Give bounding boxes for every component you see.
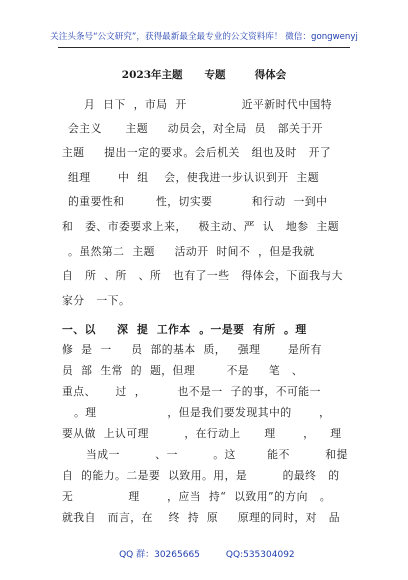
body-line: 员 部 生常 的 题，但理 不是 笔 、 [62, 364, 304, 377]
footer-qq-group: QQ 群：30265665 [119, 550, 200, 560]
body-line: 。理 ，但是我们要发现其中的 ， [74, 406, 331, 419]
body-line: 自 所 、所 、所 也有了一些 得体会，下面我与大 [62, 269, 343, 282]
body-line: 的重要性和 性，切实要 和行动 一到中 [68, 195, 328, 208]
body-line: 。虽然第二 主题 活动开 时间不 ，但是我就 [68, 245, 315, 258]
body-line: 会主义 主题 动员会，对全局 员 部关于开 [68, 122, 323, 135]
body-line: 家分 一下。 [62, 294, 131, 307]
body-line: 组理 中 组 会，使我进一步认识到开 主题 [68, 171, 320, 184]
document-title: 2023年主题 专题 得体会 [121, 69, 287, 81]
section-heading: 一、以 深 提 工作本 。一是要 有所 。理 [62, 323, 307, 336]
body-line: 主题 提出一定的要求。会后机关 组也及时 开了 [62, 146, 332, 159]
header-banner: 关注头条号“公文研究”，获得最新最全最专业的公文资料库！ 微信：gongwenyj [50, 32, 358, 42]
body-line: 和 委、市委要求上来， 极主动、严 认 地参 主题 [62, 220, 340, 233]
body-line: 无 理 ，应当 持“ 以致用”的方向 。 [62, 490, 331, 503]
body-line: 修 是 一 员 部的基本 质， 强理 是所有 [62, 343, 322, 356]
body-line: 月 日下 ，市局 开 近平新时代中国特 [84, 98, 333, 111]
body-line: 要从做 上认可理 ，在行动上 理 ， 理 [62, 427, 342, 440]
body-line: 就我自 而言，在 终 持 原 原理的同时，对 品 [62, 511, 341, 524]
body-line: 当成一 、一 。这 能不 和提 [86, 448, 348, 461]
footer-qq: QQ:535304092 [225, 550, 295, 560]
footer-contact [0, 537, 408, 560]
body-line: 重点、 过 ， 也不是一 子的事，不可能一 [62, 385, 321, 398]
body-line: 自 的能力。二是要 以致用。用，是 的最终 的 [62, 469, 340, 482]
header-rule [58, 47, 350, 48]
